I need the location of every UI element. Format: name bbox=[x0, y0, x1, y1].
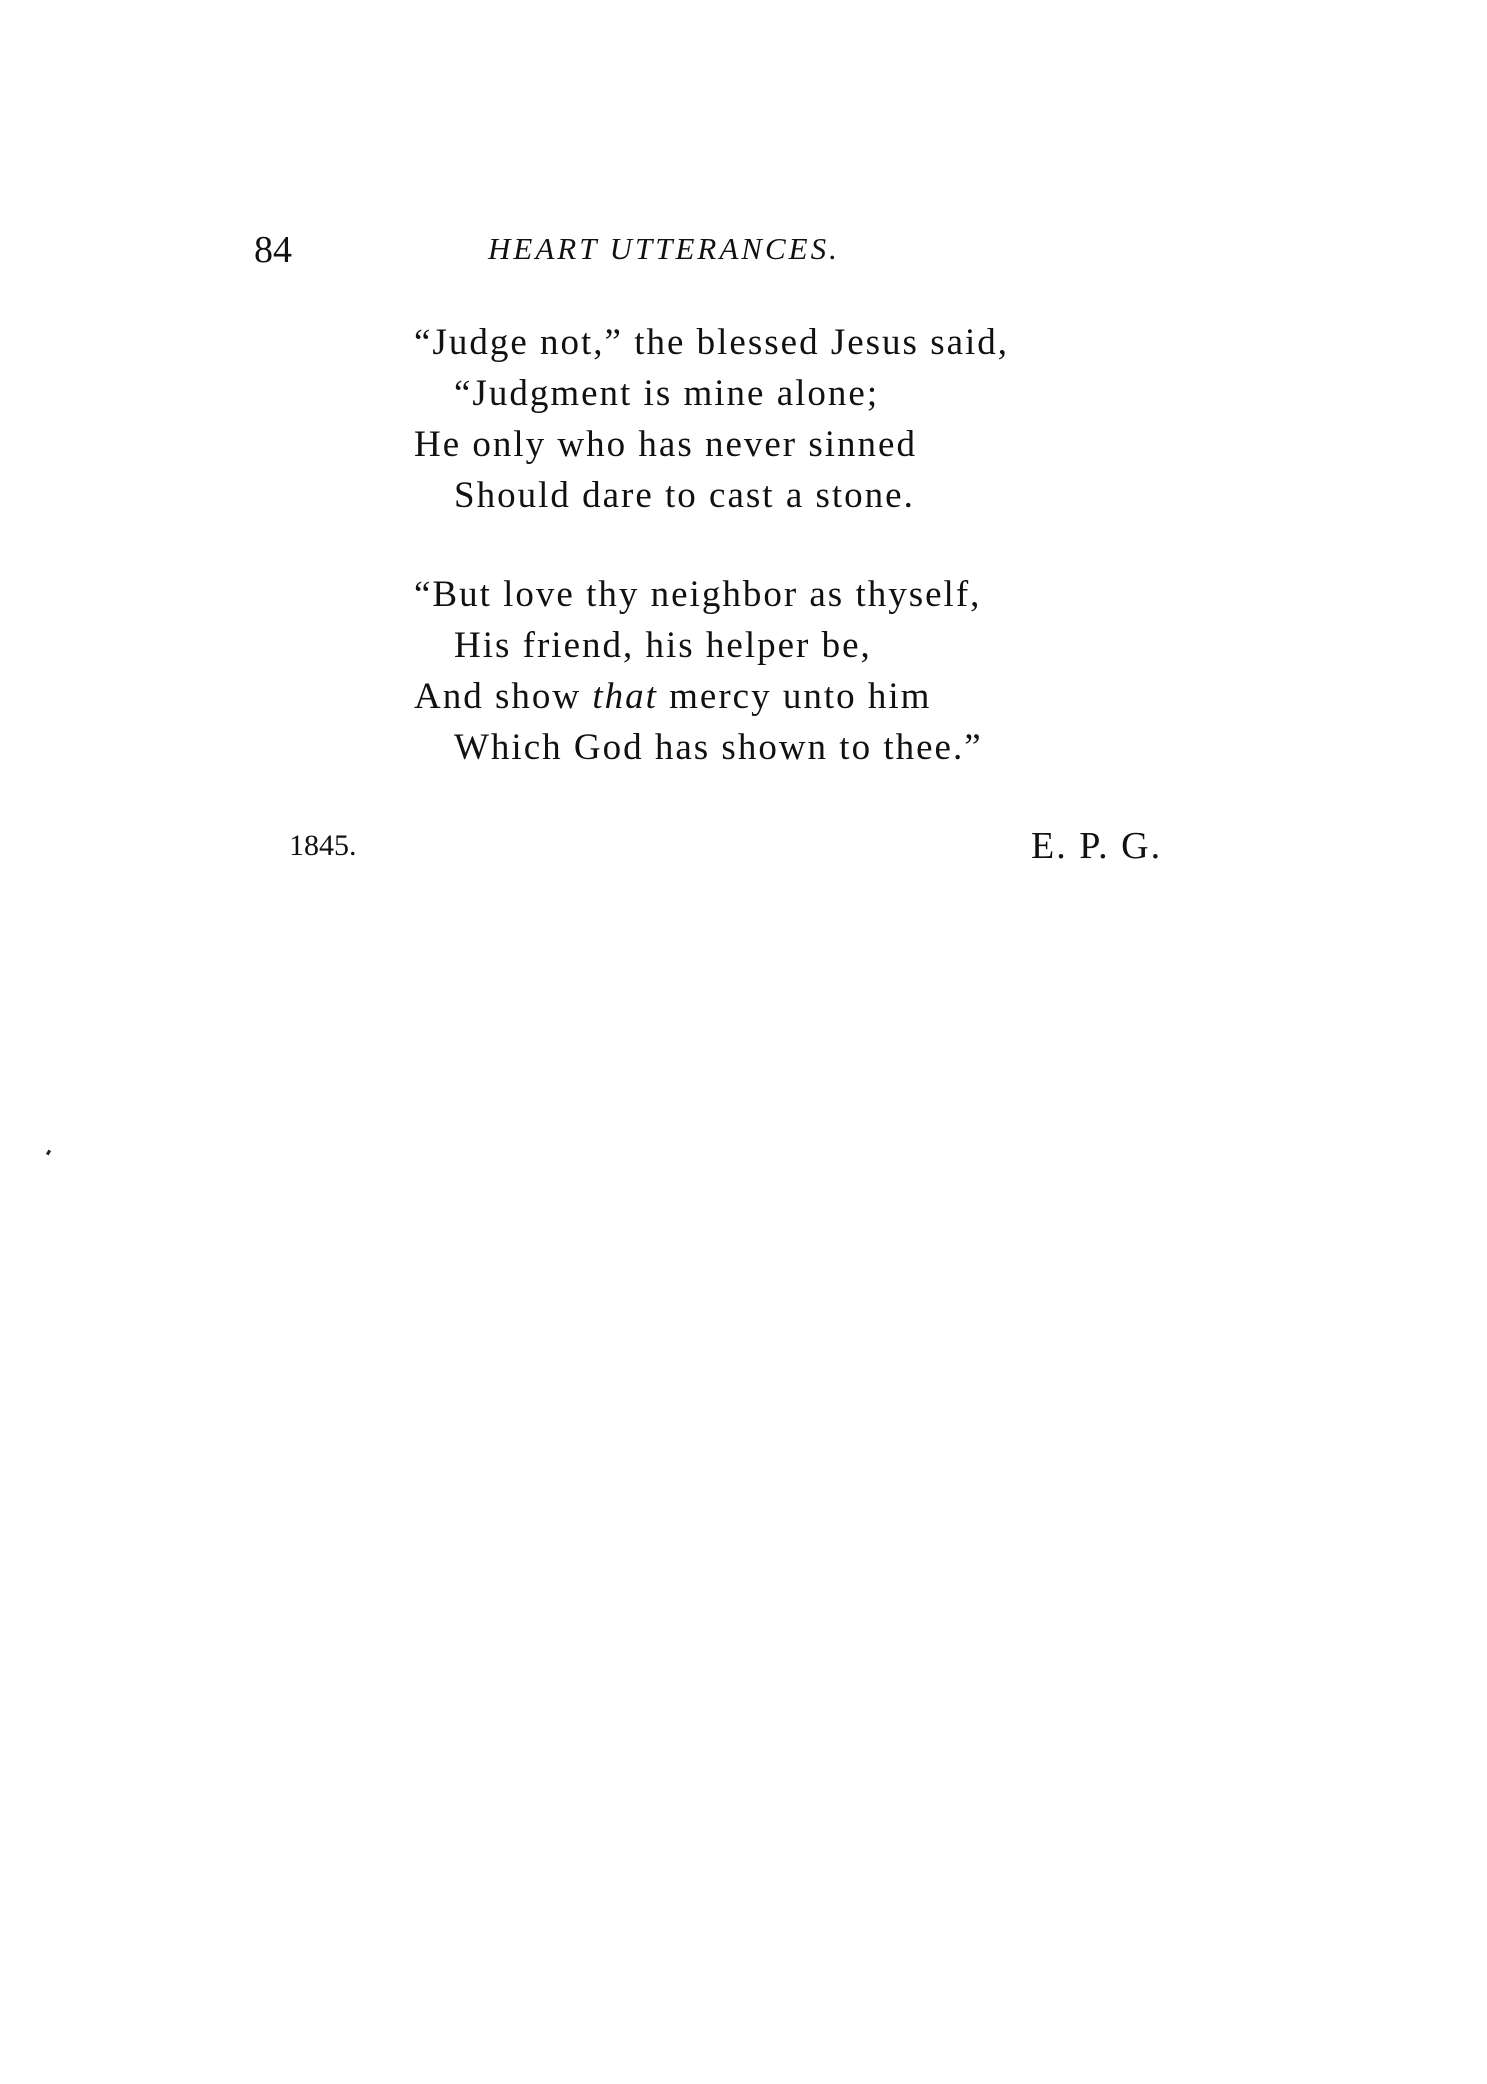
poem-line-text: mercy unto him bbox=[657, 676, 932, 717]
poem-line: “Judgment is mine alone; bbox=[454, 373, 880, 414]
poem-line: “But love thy neighbor as thyself, bbox=[414, 574, 982, 615]
author-initials: E. P. G. bbox=[1031, 825, 1163, 867]
scan-speck bbox=[46, 1150, 51, 1156]
stanza-1 bbox=[414, 317, 1214, 521]
poem-year: 1845. bbox=[289, 829, 357, 862]
poem-line: His friend, his helper be, bbox=[454, 625, 872, 666]
page-number: 84 bbox=[254, 229, 292, 271]
poem bbox=[414, 317, 1214, 773]
poem-line: Should dare to cast a stone. bbox=[454, 475, 915, 516]
poem-line-text: And show bbox=[414, 676, 593, 717]
emphasized-word: that bbox=[592, 676, 658, 717]
poem-line: He only who has never sinned bbox=[414, 424, 917, 465]
poem-line: “Judge not,” the blessed Jesus said, bbox=[414, 322, 1010, 363]
poem-line bbox=[414, 671, 1214, 722]
poem-line: Which God has shown to thee.” bbox=[454, 727, 983, 768]
stanza-2 bbox=[414, 569, 1214, 773]
running-title: HEART UTTERANCES. bbox=[488, 231, 840, 266]
